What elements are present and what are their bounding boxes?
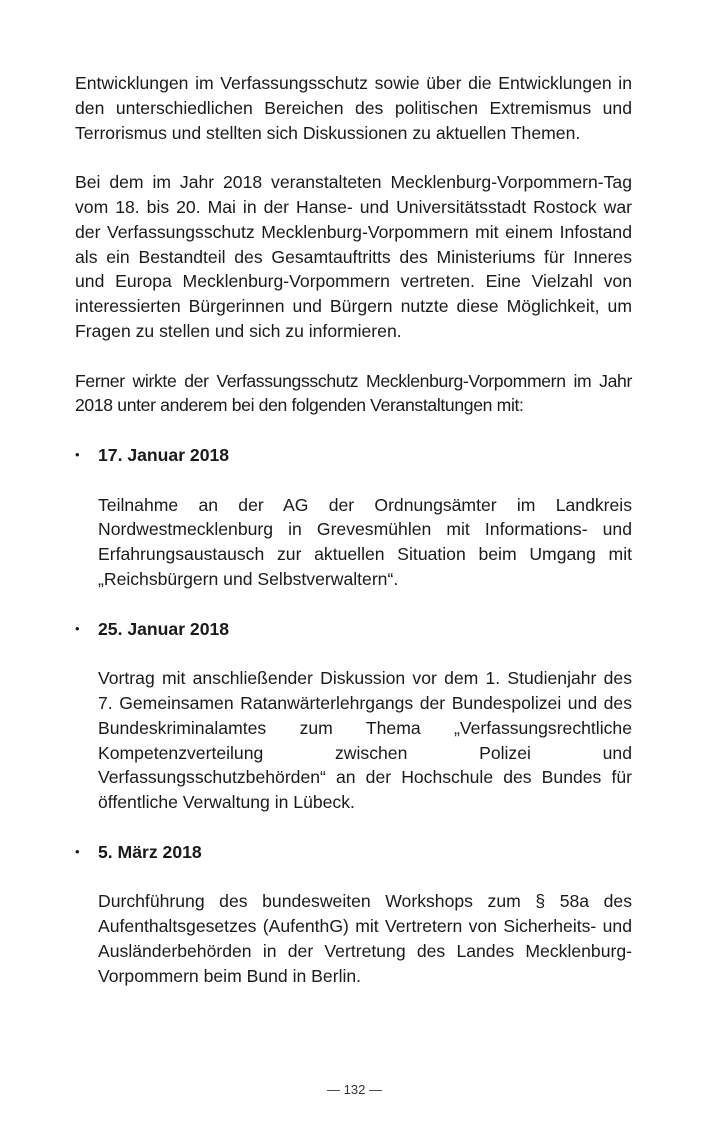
event-date: 5. März 2018 [98, 841, 202, 862]
event-description: Vortrag mit anschließender Diskussion vor dem 1. Studienjahr des 7. Gemeinsamen Ratanwärterlehrgangs der Bundespolizei und des Bundeskriminalamtes zum Thema „Verfassungsrechtliche Kompetenzverteilung zwischen Polizei und Verfassungsschutzbehörden“ an der Hochschule des Bundes für öffentliche Verwaltung in Lübeck. [98, 668, 632, 813]
list-item [75, 840, 632, 989]
bullet-icon: • [75, 620, 80, 636]
event-description: Durchführung des bundesweiten Workshops zum § 58a des Aufenthaltsgesetzes (AufenthG) mit Vertretern von Sicherheits- und Ausländerbehörden in der Vertretung des Landes Mecklenburg-Vorpommern beim Bund in Berlin. [98, 891, 632, 986]
event-date: 17. Januar 2018 [98, 444, 230, 465]
bullet-icon: • [75, 446, 80, 462]
list-item [75, 617, 632, 815]
page-number: — 132 — [327, 1082, 382, 1097]
event-list [75, 443, 632, 989]
paragraph-mv-tag: Bei dem im Jahr 2018 veranstalteten Mecklenburg-Vorpommern-Tag vom 18. bis 20. Mai in der Hanse- und Universitätsstadt Rostock war der Verfassungsschutz Mecklenburg-Vorpommern mit einem Infostand als ein Bestandteil des Gesamtauftritts des Ministeriums für Inneres und Europa Mecklenburg-Vorpommern vertreten. Eine Vielzahl von interessierten Bürgerinnen und Bürgern nutzte diese Möglichkeit, um Fragen zu stellen und sich zu informieren. [75, 172, 632, 341]
paragraph-events-intro: Ferner wirkte der Verfassungsschutz Mecklenburg-Vorpommern im Jahr 2018 unter anderem bei den folgenden Veranstaltungen mit: [75, 370, 632, 416]
paragraph-intro: Entwicklungen im Verfassungsschutz sowie über die Entwicklungen in den unterschiedlichen Bereichen des politischen Extremismus und Terrorismus und stellten sich Diskussionen zu aktuellen Themen. [75, 73, 632, 143]
list-item [75, 443, 632, 592]
event-description: Teilnahme an der AG der Ordnungsämter im Landkreis Nordwestmecklenburg in Grevesmühlen mit Informations- und Erfahrungsaustausch zur aktuellen Situation beim Umgang mit „Reichsbürgern und Selbstverwaltern“. [98, 494, 632, 589]
page-body [75, 71, 632, 988]
bullet-icon: • [75, 843, 80, 859]
event-date: 25. Januar 2018 [98, 618, 230, 639]
